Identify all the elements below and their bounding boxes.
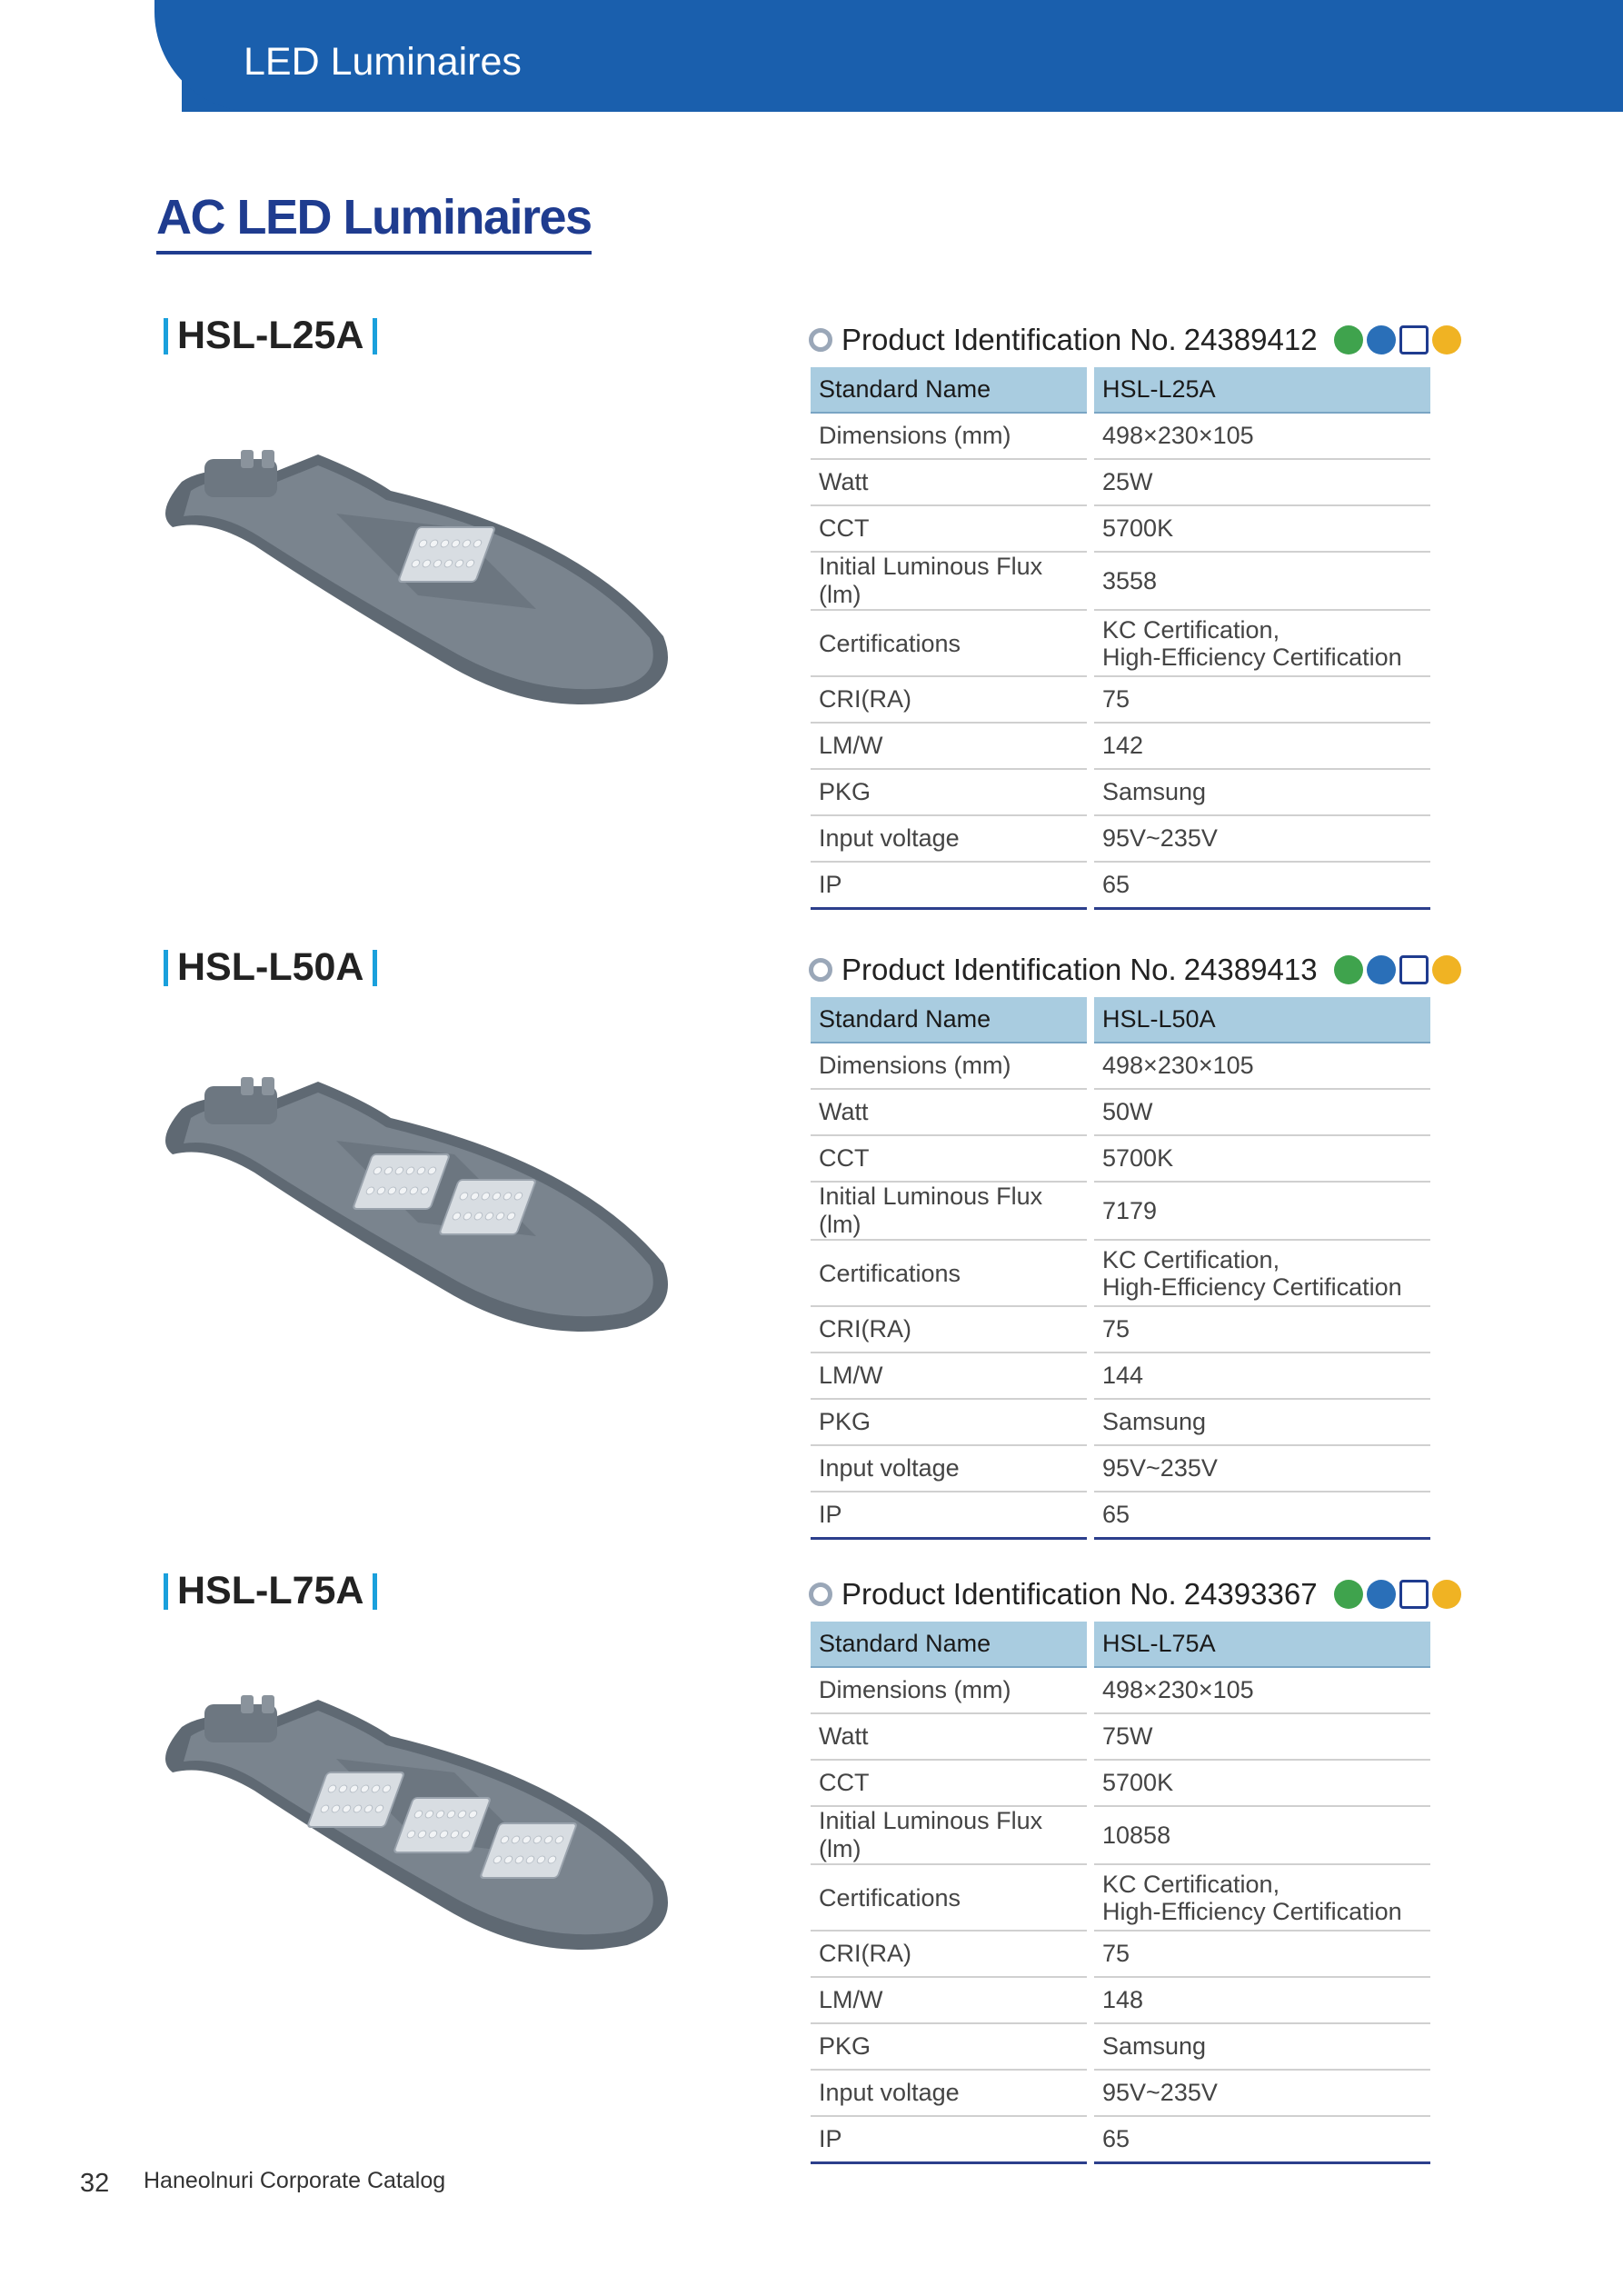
- spec-value: 498×230×105: [1090, 1667, 1430, 1713]
- model-heading: [154, 945, 386, 990]
- spec-row: [811, 676, 1430, 723]
- spec-value: 3558: [1090, 552, 1430, 610]
- spec-value: KC Certification, High-Efficiency Certification: [1090, 610, 1430, 676]
- spec-row: [811, 862, 1430, 909]
- spec-key: Dimensions (mm): [811, 1043, 1090, 1089]
- spec-row: [811, 1135, 1430, 1182]
- spec-key: IP: [811, 2116, 1090, 2163]
- spec-key: Input voltage: [811, 2070, 1090, 2116]
- spec-key: Initial Luminous Flux (lm): [811, 552, 1090, 610]
- spec-key: PKG: [811, 1399, 1090, 1445]
- spec-key: Initial Luminous Flux (lm): [811, 1182, 1090, 1240]
- spec-key: Input voltage: [811, 815, 1090, 862]
- spec-row: [811, 1713, 1430, 1760]
- spec-value: 498×230×105: [1090, 1043, 1430, 1089]
- page-number: 32: [80, 2169, 110, 2198]
- spec-value: 95V~235V: [1090, 815, 1430, 862]
- spec-value: 25W: [1090, 459, 1430, 505]
- globe-cert-icon: [1367, 955, 1396, 984]
- spec-key: Standard Name: [811, 367, 1090, 413]
- bullet-ring-icon: [809, 328, 832, 352]
- catalog-name: Haneolnuri Corporate Catalog: [144, 2168, 446, 2193]
- spec-row: [811, 1240, 1430, 1306]
- spec-value: KC Certification, High-Efficiency Certification: [1090, 1864, 1430, 1931]
- spec-row: [811, 610, 1430, 676]
- spec-row: [811, 723, 1430, 769]
- spec-row: [811, 505, 1430, 552]
- spec-key: IP: [811, 862, 1090, 909]
- high-efficiency-icon: [1432, 325, 1461, 354]
- spec-row: [811, 815, 1430, 862]
- spec-table: [811, 1622, 1430, 2164]
- spec-value: 75W: [1090, 1713, 1430, 1760]
- model-name: HSL-L75A: [177, 1569, 364, 1612]
- spec-value: 148: [1090, 1977, 1430, 2023]
- kc-mark-icon: [1399, 955, 1429, 984]
- model-heading: [154, 314, 386, 358]
- spec-value: Samsung: [1090, 2023, 1430, 2070]
- pid-number: 24393367: [1183, 1577, 1318, 1611]
- high-efficiency-icon: [1432, 955, 1461, 984]
- kc-mark-icon: [1399, 325, 1429, 354]
- accent-bar: [164, 1573, 168, 1610]
- spec-key: LM/W: [811, 1353, 1090, 1399]
- spec-row: [811, 413, 1430, 459]
- spec-row: [811, 2023, 1430, 2070]
- spec-key: CCT: [811, 505, 1090, 552]
- spec-key: Standard Name: [811, 1622, 1090, 1667]
- spec-header-row: [811, 367, 1430, 413]
- spec-value: 95V~235V: [1090, 2070, 1430, 2116]
- spec-row: [811, 1182, 1430, 1240]
- street-light-image: [154, 1054, 700, 1354]
- spec-value: Samsung: [1090, 1399, 1430, 1445]
- spec-row: [811, 2070, 1430, 2116]
- product-id-line: [809, 323, 1465, 357]
- spec-value: 75: [1090, 1306, 1430, 1353]
- spec-key: IP: [811, 1492, 1090, 1539]
- spec-table: [811, 367, 1430, 910]
- spec-key: CRI(RA): [811, 1931, 1090, 1977]
- eco-label-icon: [1334, 1580, 1363, 1609]
- spec-row: [811, 2116, 1430, 2163]
- spec-key: Initial Luminous Flux (lm): [811, 1806, 1090, 1864]
- spec-key: Dimensions (mm): [811, 413, 1090, 459]
- spec-key: Certifications: [811, 1240, 1090, 1306]
- spec-value: HSL-L25A: [1090, 367, 1430, 413]
- bullet-ring-icon: [809, 958, 832, 982]
- spec-row: [811, 1089, 1430, 1135]
- globe-cert-icon: [1367, 1580, 1396, 1609]
- spec-value: 10858: [1090, 1806, 1430, 1864]
- spec-row: [811, 1492, 1430, 1539]
- spec-row: [811, 1399, 1430, 1445]
- pid-number: 24389413: [1183, 953, 1318, 986]
- spec-key: Watt: [811, 1713, 1090, 1760]
- product-id-line: [809, 1577, 1465, 1612]
- accent-bar: [164, 318, 168, 354]
- spec-row: [811, 1306, 1430, 1353]
- spec-value: 95V~235V: [1090, 1445, 1430, 1492]
- bullet-ring-icon: [809, 1582, 832, 1606]
- model-name: HSL-L25A: [177, 314, 364, 357]
- cert-icons: [1334, 1580, 1465, 1609]
- spec-key: CRI(RA): [811, 676, 1090, 723]
- accent-bar: [373, 1573, 377, 1610]
- spec-key: Input voltage: [811, 1445, 1090, 1492]
- eco-label-icon: [1334, 955, 1363, 984]
- spec-key: LM/W: [811, 1977, 1090, 2023]
- spec-row: [811, 1931, 1430, 1977]
- globe-cert-icon: [1367, 325, 1396, 354]
- spec-value: 144: [1090, 1353, 1430, 1399]
- pid-label: Product Identification No.: [841, 323, 1177, 356]
- street-light-image: [154, 1672, 700, 1972]
- spec-key: Standard Name: [811, 997, 1090, 1043]
- accent-bar: [164, 950, 168, 986]
- spec-value: HSL-L50A: [1090, 997, 1430, 1043]
- spec-value: 65: [1090, 2116, 1430, 2163]
- accent-bar: [373, 950, 377, 986]
- spec-row: [811, 769, 1430, 815]
- spec-value: 75: [1090, 676, 1430, 723]
- cert-icons: [1334, 325, 1465, 354]
- accent-bar: [373, 318, 377, 354]
- page-title: AC LED Luminaires: [156, 189, 592, 255]
- high-efficiency-icon: [1432, 1580, 1461, 1609]
- eco-label-icon: [1334, 325, 1363, 354]
- section-title: LED Luminaires: [244, 40, 522, 84]
- spec-row: [811, 1760, 1430, 1806]
- product-id-line: [809, 953, 1465, 987]
- spec-row: [811, 1353, 1430, 1399]
- spec-key: PKG: [811, 769, 1090, 815]
- spec-key: Watt: [811, 459, 1090, 505]
- spec-value: 498×230×105: [1090, 413, 1430, 459]
- model-name: HSL-L50A: [177, 945, 364, 989]
- spec-value: 65: [1090, 1492, 1430, 1539]
- spec-row: [811, 1667, 1430, 1713]
- spec-row: [811, 1043, 1430, 1089]
- spec-value: 142: [1090, 723, 1430, 769]
- spec-row: [811, 1977, 1430, 2023]
- spec-row: [811, 459, 1430, 505]
- spec-value: 5700K: [1090, 505, 1430, 552]
- spec-row: [811, 1445, 1430, 1492]
- spec-key: Dimensions (mm): [811, 1667, 1090, 1713]
- spec-key: Certifications: [811, 610, 1090, 676]
- spec-row: [811, 1864, 1430, 1931]
- spec-row: [811, 1806, 1430, 1864]
- spec-value: HSL-L75A: [1090, 1622, 1430, 1667]
- pid-number: 24389412: [1183, 323, 1318, 356]
- spec-key: LM/W: [811, 723, 1090, 769]
- spec-key: CCT: [811, 1135, 1090, 1182]
- spec-header-row: [811, 997, 1430, 1043]
- spec-value: 5700K: [1090, 1760, 1430, 1806]
- street-light-image: [154, 427, 700, 727]
- spec-value: Samsung: [1090, 769, 1430, 815]
- spec-header-row: [811, 1622, 1430, 1667]
- pid-label: Product Identification No.: [841, 953, 1177, 986]
- spec-value: 50W: [1090, 1089, 1430, 1135]
- spec-value: 7179: [1090, 1182, 1430, 1240]
- spec-key: Watt: [811, 1089, 1090, 1135]
- spec-value: 75: [1090, 1931, 1430, 1977]
- cert-icons: [1334, 955, 1465, 984]
- spec-key: PKG: [811, 2023, 1090, 2070]
- spec-value: 5700K: [1090, 1135, 1430, 1182]
- spec-key: CCT: [811, 1760, 1090, 1806]
- model-heading: [154, 1569, 386, 1613]
- spec-key: Certifications: [811, 1864, 1090, 1931]
- spec-row: [811, 552, 1430, 610]
- spec-value: 65: [1090, 862, 1430, 909]
- kc-mark-icon: [1399, 1580, 1429, 1609]
- spec-value: KC Certification, High-Efficiency Certification: [1090, 1240, 1430, 1306]
- spec-table: [811, 997, 1430, 1540]
- pid-label: Product Identification No.: [841, 1577, 1177, 1611]
- spec-key: CRI(RA): [811, 1306, 1090, 1353]
